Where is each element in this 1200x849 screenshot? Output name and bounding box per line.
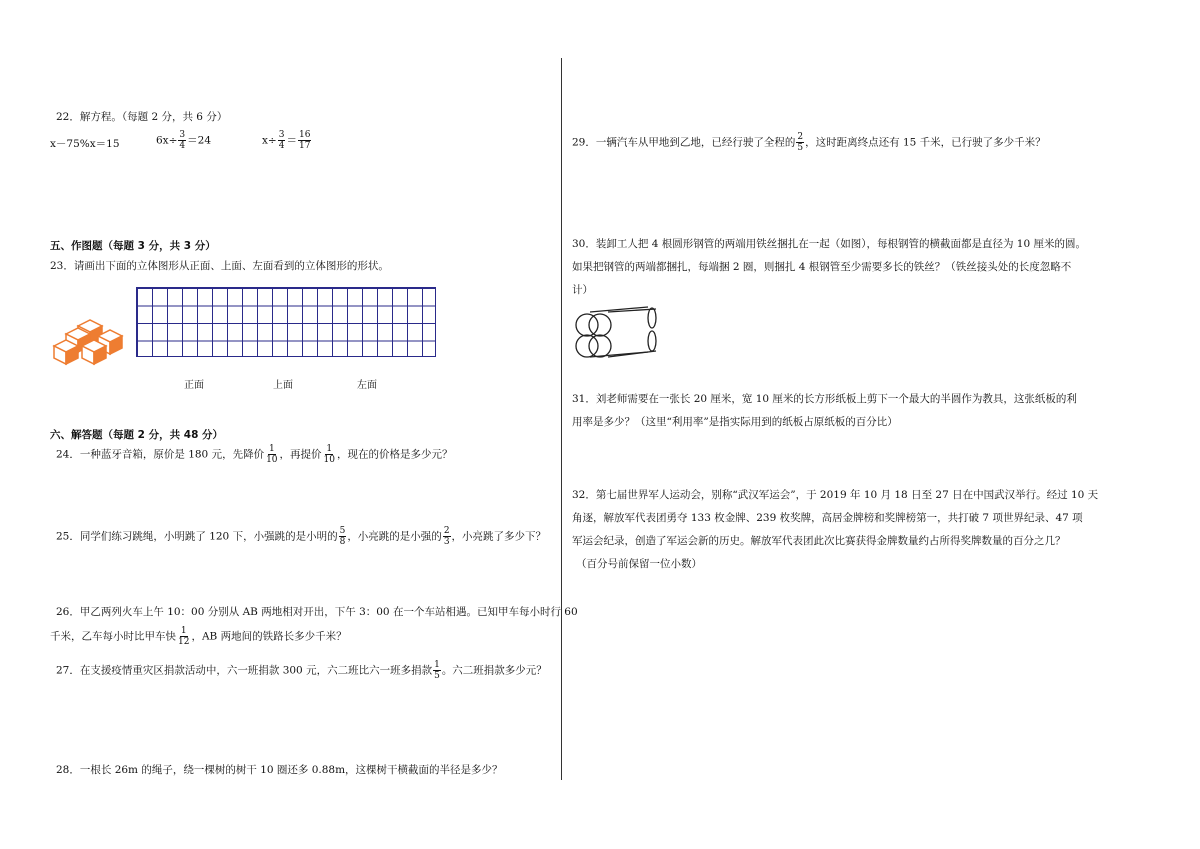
- q32-line-3: 军运会纪录，创造了军运会新的历史。解放军代表团此次比赛获得金牌数量约占所得奖牌数量的百分之几？: [572, 535, 1066, 547]
- q31-line-1: 31．刘老师需要在一张长 20 厘米，宽 10 厘米的长方形纸板上剪下一个最大的半圆作为教具，这张纸板的利: [572, 393, 1077, 405]
- q32-line-1: 32．第七届世界军人运动会，别称“武汉军运会”，于 2019 年 10 月 18 日至 27 日在中国武汉举行。经过 10 天: [572, 489, 1099, 501]
- q24-text: 24．一种蓝牙音箱，原价是 180 元，先降价 $\frac{1}{10}$ ，再提价 $\frac{1}{10}$ ，现在的价格是多少元？: [56, 444, 453, 465]
- label-left-view: 左面: [357, 380, 377, 391]
- q26-line-1: 26．甲乙两列火车上午 10：00 分别从 AB 两地相对开出，下午 3：00 在一个车站相遇。已知甲车每小时行 60: [56, 606, 578, 618]
- column-divider: [561, 58, 562, 780]
- label-top-view: 上面: [273, 380, 293, 391]
- q22-equation-3: x÷ $\frac{3}{4}$ ＝ $\frac{16}{17}$: [262, 130, 311, 151]
- q30-line-3: 计）: [572, 284, 593, 296]
- q22-equation-2: 6x÷ $\frac{3}{4}$ ＝24: [156, 130, 212, 151]
- steel-pipes-figure: [572, 305, 662, 361]
- q22-title: 22．解方程。（每题 2 分，共 6 分）: [56, 111, 228, 123]
- section-6-heading: 六、解答题（每题 2 分，共 48 分）: [50, 429, 224, 441]
- q30-line-2: 如果把钢管的两端都捆扎，每端捆 2 圈，则捆扎 4 根钢管至少需要多长的铁丝？（铁丝接头处的长度忽略不: [572, 261, 1072, 273]
- q22-equation-1: x－75%x＝15: [50, 138, 120, 150]
- label-front-view: 正面: [184, 380, 204, 391]
- section-5-heading: 五、作图题（每题 3 分，共 3 分）: [50, 240, 216, 252]
- drawing-grid[interactable]: [136, 287, 436, 357]
- q31-line-2: 用率是多少？（这里“利用率”是指实际用到的纸板占原纸板的百分比）: [572, 416, 898, 428]
- q32-line-4: （百分号前保留一位小数）: [576, 558, 702, 570]
- q27-text: 27．在支援疫情重灾区捐款活动中，六一班捐款 300 元，六二班比六一班多捐款 $\frac{1}{5}$ 。六二班捐款多少元？: [56, 660, 547, 681]
- q28-text: 28．一根长 26m 的绳子，绕一棵树的树干 10 圈还多 0.88m，这棵树干横截面的半径是多少？: [56, 764, 503, 776]
- q32-line-2: 角逐，解放军代表团勇夺 133 枚金牌、239 枚奖牌，高居金牌榜和奖牌榜第一，共打破 7 项世界纪录、47 项: [572, 512, 1083, 524]
- q29-text: 29．一辆汽车从甲地到乙地，已经行驶了全程的 $\frac{2}{5}$ ，这时距离终点还有 15 千米，已行驶了多少千米？: [572, 132, 1046, 153]
- q26-line-2: 千米，乙车每小时比甲车快 $\frac{1}{12}$ ，AB 两地间的铁路长多少千米？: [50, 626, 347, 647]
- q30-line-1: 30．装卸工人把 4 根圆形钢管的两端用铁丝捆扎在一起（如图），每根钢管的横截面都是直径为 10 厘米的圆。: [572, 238, 1087, 250]
- q25-text: 25．同学们练习跳绳，小明跳了 120 下，小强跳的是小明的 $\frac{5}{8}$ ，小亮跳的是小强的 $\frac{2}{3}$ ，小亮跳了多少下？: [56, 526, 547, 547]
- cube-figure: [52, 312, 128, 370]
- q23-text: 23．请画出下面的立体图形从正面、上面、左面看到的立体图形的形状。: [50, 260, 389, 272]
